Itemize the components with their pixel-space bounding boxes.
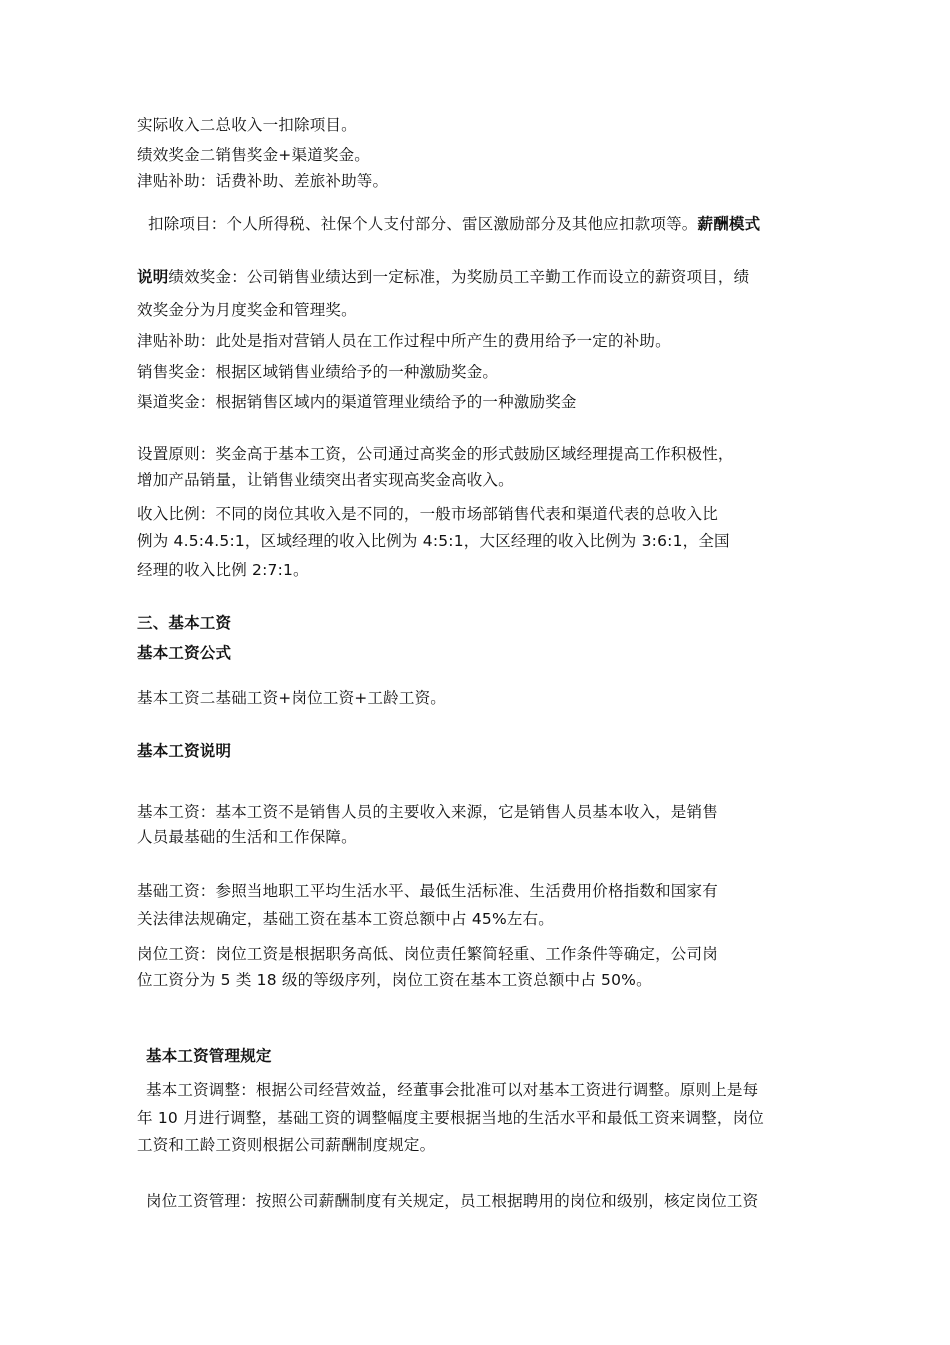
- text-line: 工资和工龄工资则根据公司薪酬制度规定。: [137, 1136, 436, 1154]
- subsection-heading: 基本工资说明: [137, 742, 232, 760]
- text-line: [137, 266, 749, 288]
- text-line: 基本工资调整：根据公司经营效益，经董事会批准可以对基本工资进行调整。原则上是每: [146, 1081, 759, 1099]
- text-line: 实际收入二总收入一扣除项目。: [137, 116, 357, 134]
- text-line: [148, 213, 760, 235]
- text-line: 例为 4.5:4.5:1，区域经理的收入比例为 4:5:1，大区经理的收入比例为 3:6:1，全国: [137, 532, 730, 550]
- subsection-heading: 基本工资管理规定: [146, 1047, 272, 1065]
- text-line: 人员最基础的生活和工作保障。: [137, 828, 357, 846]
- text-line: 效奖金分为月度奖金和管理奖。: [137, 301, 357, 319]
- text-line: 年 10 月进行调整，基础工资的调整幅度主要根据当地的生活水平和最低工资来调整，岗位: [137, 1109, 764, 1127]
- text-line: 渠道奖金：根据销售区域内的渠道管理业绩给予的一种激励奖金: [137, 393, 577, 411]
- text-line: 关法律法规确定，基础工资在基本工资总额中占 45%左右。: [137, 910, 554, 928]
- text-line: 位工资分为 5 类 18 级的等级序列，岗位工资在基本工资总额中占 50%。: [137, 971, 652, 989]
- text-line: 岗位工资：岗位工资是根据职务高低、岗位责任繁简轻重、工作条件等确定，公司岗: [137, 945, 718, 963]
- performance-bonus-text: 绩效奖金：公司销售业绩达到一定标准，为奖励员工辛勤工作而设立的薪资项目，绩: [168, 268, 750, 286]
- text-line: 岗位工资管理：按照公司薪酬制度有关规定，员工根据聘用的岗位和级别，核定岗位工资: [146, 1192, 759, 1210]
- explanation-label: 说明: [137, 268, 169, 286]
- salary-mode-heading: 薪酬模式: [697, 215, 761, 233]
- text-line: 基础工资：参照当地职工平均生活水平、最低生活标准、生活费用价格指数和国家有: [137, 882, 718, 900]
- text-line: 经理的收入比例 2:7:1。: [137, 561, 309, 579]
- subsection-heading: 基本工资公式: [137, 644, 232, 662]
- section-heading: 三、基本工资: [137, 614, 232, 632]
- text-line: 津贴补助：此处是指对营销人员在工作过程中所产生的费用给予一定的补助。: [137, 332, 671, 350]
- deduction-text: 扣除项目：个人所得税、社保个人支付部分、雷区激励部分及其他应扣款项等。: [148, 215, 698, 233]
- text-line: 设置原则：奖金高于基本工资，公司通过高奖金的形式鼓励区域经理提高工作积极性，: [137, 445, 734, 463]
- text-line: 绩效奖金二销售奖金+渠道奖金。: [137, 146, 370, 164]
- text-line: 收入比例：不同的岗位其收入是不同的，一般市场部销售代表和渠道代表的总收入比: [137, 505, 718, 523]
- text-line: 销售奖金：根据区域销售业绩给予的一种激励奖金。: [137, 363, 499, 381]
- text-line: 增加产品销量，让销售业绩突出者实现高奖金高收入。: [137, 471, 514, 489]
- text-line: 津贴补助：话费补助、差旅补助等。: [137, 172, 389, 190]
- text-line: 基本工资二基础工资+岗位工资+工龄工资。: [137, 689, 446, 707]
- text-line: 基本工资：基本工资不是销售人员的主要收入来源，它是销售人员基本收入，是销售: [137, 803, 718, 821]
